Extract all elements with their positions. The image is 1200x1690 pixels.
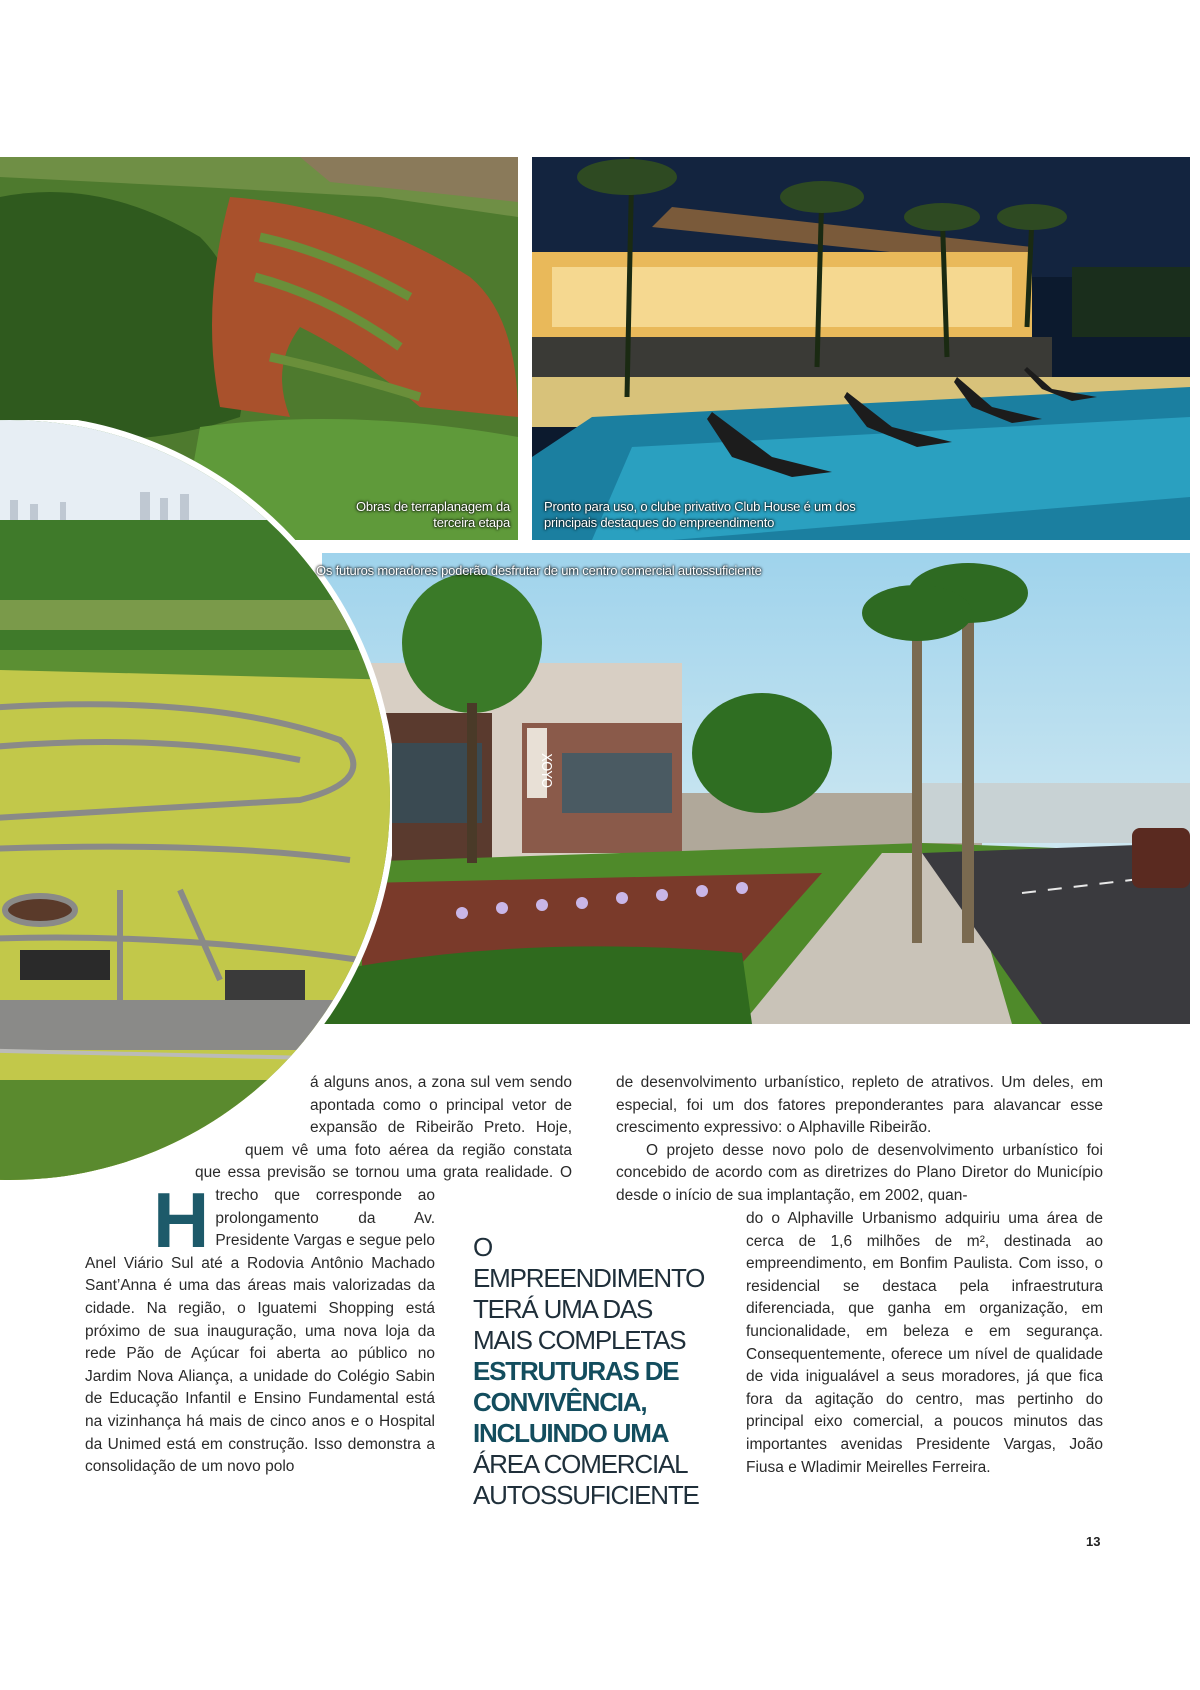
article-col2-p1: de desenvolvimento urbanístico, repleto de atrativos. Um deles, em especial, foi um dos fatores preponderantes para alavancar esse crescimento expressivo: o Alphaville Ribeirão. xyxy=(616,1074,1103,1137)
clubhouse-photo xyxy=(532,157,1190,540)
pull-quote-line: TERÁ UMA DAS xyxy=(473,1294,653,1324)
pull-quote-line: MAIS COMPLETAS xyxy=(473,1325,686,1355)
pull-quote-line: O EMPREENDIMENTO xyxy=(473,1232,705,1293)
pull-quote xyxy=(473,1232,728,1511)
pull-quote-line: ÁREA COMERCIAL xyxy=(473,1449,688,1479)
pull-quote-line: AUTOSSUFICIENTE xyxy=(473,1480,699,1510)
aerial-circle-photo xyxy=(0,420,392,1180)
caption-terraplanagem: Obras de terraplanagem da terceira etapa xyxy=(356,499,510,530)
pull-quote-highlight: CONVIVÊNCIA, xyxy=(473,1387,647,1417)
article-col3 xyxy=(746,1208,1103,1479)
dropcap: H xyxy=(153,1176,210,1264)
commercial-center-photo xyxy=(322,553,1190,1024)
page-number: 13 xyxy=(1086,1534,1101,1549)
article-col1-text: á alguns anos, a zona sul vem sendo apontada como o principal vetor de expansão de Ribeirão Preto. Hoje, quem vê uma foto aérea da região constata que essa previsão se tornou uma grata realidade. O trecho que corresponde ao prolongamento da Av. Presidente Vargas e segue pelo Anel Viário Sul até a Rodovia Antônio Machado Sant’Anna é uma das áreas mais valorizadas da cidade. Na região, o Iguatemi Shopping está próximo de sua inauguração, uma nova loja da rede Pão de Açúcar foi aberta ao público no Jardim Nova Aliança, a unidade do Colégio Sabin de Educação Infantil e Ensino Fundamental está na vizinhança há mais de cinco anos e o Hospital da Unimed está em construção. Isso demonstra a consolidação de um novo polo xyxy=(85,1074,572,1476)
article-col2 xyxy=(616,1072,1103,1208)
caption-clubhouse: Pronto para uso, o clube privativo Club House é um dos principais destaques do empreendimento xyxy=(544,499,856,530)
article-col2-p2: O projeto desse novo polo de desenvolvimento urbanístico foi concebido de acordo com as diretrizes do Plano Diretor do Município desde o início de sua implantação, em 2002, quan- xyxy=(616,1141,1103,1204)
pull-quote-highlight: ESTRUTURAS DE xyxy=(473,1356,679,1386)
caption-comercial: Os futuros moradores poderão desfrutar de um centro comercial autossuficiente xyxy=(316,563,762,578)
store-sign: XOYO xyxy=(538,753,553,789)
pull-quote-highlight: INCLUINDO UMA xyxy=(473,1418,669,1448)
article-col3-text: do o Alphaville Urbanismo adquiriu uma área de cerca de 1,6 milhões de m², destinada ao empreendimento, em Bonfim Paulista. Com isso, o residencial se destaca pela infraestrutura diferenciada, que ganha em organização, em funcionalidade, em beleza e em segurança. Consequentemente, oferece um nível de qualidade de vida inigualável a seus moradores, já que fica fora da agitação do centro, mas pertinho do principal eixo comercial, a poucos minutos das importantes avenidas Presidente Vargas, João Fiusa e Wladimir Meirelles Ferreira. xyxy=(746,1210,1103,1476)
